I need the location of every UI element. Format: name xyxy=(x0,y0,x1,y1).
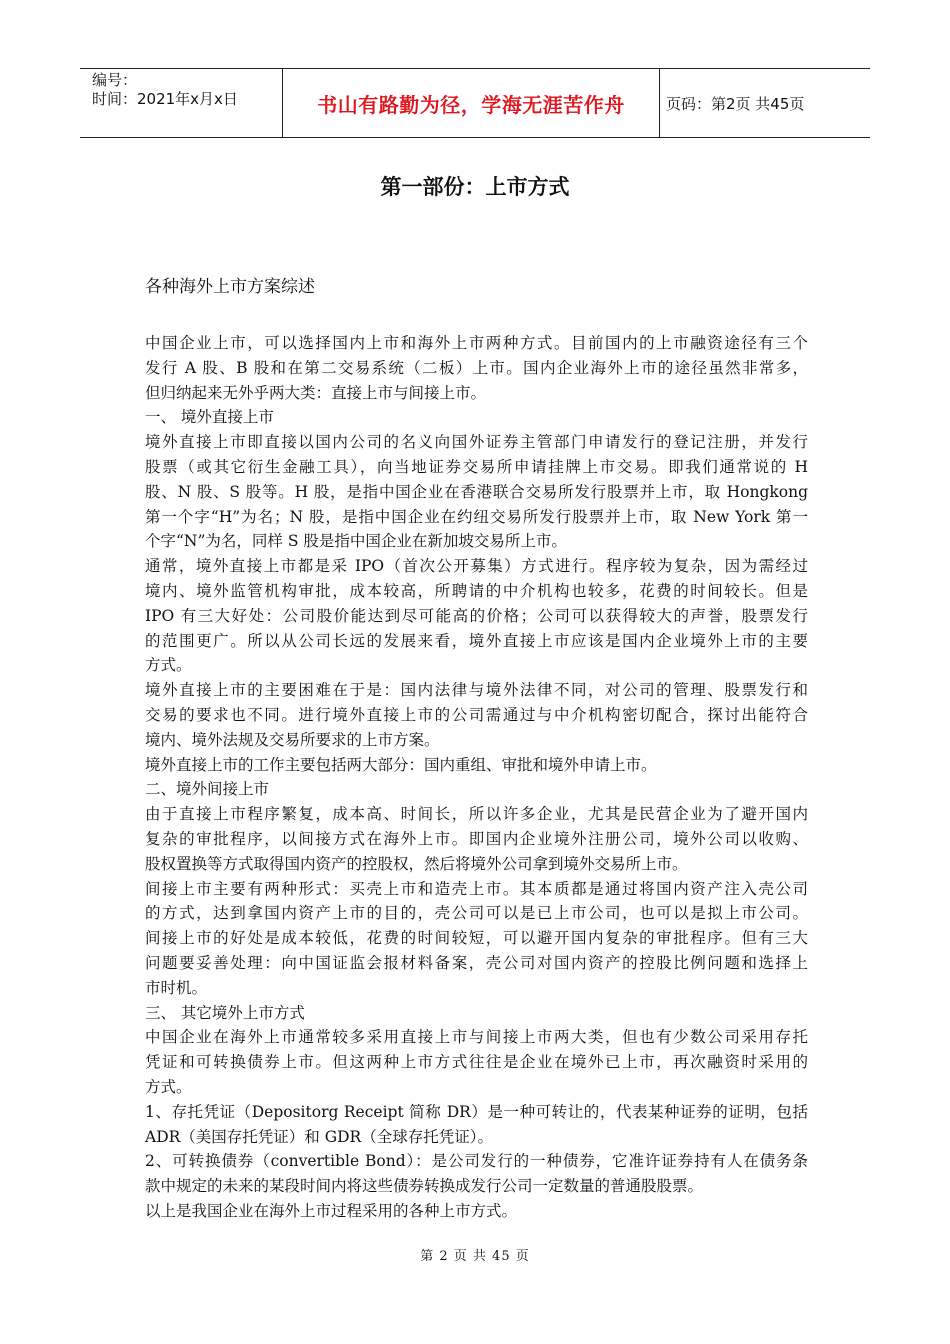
body-text xyxy=(145,331,808,1224)
text-line: 中国企业上市，可以选择国内上市和海外上市两种方式。目前国内的上市融资途径有三个 xyxy=(145,334,808,352)
text-line: 由于直接上市程序繁复，成本高、时间长，所以许多企业，尤其是民营企业为了避开国内 xyxy=(145,805,808,824)
heading-line: 一、 境外直接上市 xyxy=(145,408,274,427)
text-line: 方式。 xyxy=(145,656,192,675)
text-line: 复杂的审批程序，以间接方式在海外上市。即国内企业境外注册公司，境外公司以收购、 xyxy=(145,829,808,848)
number-label: 编号： xyxy=(92,71,138,89)
heading-line: 三、 其它境外上市方式 xyxy=(145,1003,305,1022)
header-table xyxy=(80,68,870,138)
text-line: 间接上市的好处是成本较低，花费的时间较短，可以避开国内复杂的审批程序。但有三大 xyxy=(145,929,808,948)
text-line: ADR（美国存托凭证）和 GDR（全球存托凭证）。 xyxy=(145,1127,493,1146)
text-line: 股、N 股、S 股等。H 股，是指中国企业在香港联合交易所发行股票并上市，取 Hongkong xyxy=(145,482,808,501)
text-line: 通常，境外直接上市都是采 IPO（首次公开募集）方式进行。程序较为复杂，因为需经过 xyxy=(145,557,808,576)
text-line: 境内、境外法规及交易所要求的上市方案。 xyxy=(145,730,440,749)
text-line: 以上是我国企业在海外上市过程采用的各种上市方式。 xyxy=(145,1201,518,1220)
page-footer: 第 2 页 共 45 页 xyxy=(420,1249,530,1264)
header-page-cell xyxy=(660,69,870,137)
text-line: 境内、境外监管机构审批，成本较高，所聘请的中介机构也较多，花费的时间较长。但是 xyxy=(145,581,808,600)
page-info: 页码：第2页 共45页 xyxy=(666,94,805,113)
section-subtitle: 各种海外上市方案综述 xyxy=(145,277,315,297)
text-line: 问题要妥善处理：向中国证监会报材料备案，壳公司对国内资产的控股比例问题和选择上 xyxy=(145,953,808,972)
text-line: 市时机。 xyxy=(145,978,208,997)
text-line: 方式。 xyxy=(145,1077,192,1096)
header-motto-cell xyxy=(283,69,660,137)
text-line: 股权置换等方式取得国内资产的控股权，然后将境外公司拿到境外交易所上市。 xyxy=(145,854,688,873)
text-line: 的方式，达到拿国内资产上市的目的，壳公司可以是已上市公司，也可以是拟上市公司。 xyxy=(145,904,808,923)
text-line: 中国企业在海外上市通常较多采用直接上市与间接上市两大类，但也有少数公司采用存托 xyxy=(145,1028,808,1047)
text-line: 但归纳起来无外乎两大类：直接上市与间接上市。 xyxy=(145,383,487,402)
heading-line: 二、境外间接上市 xyxy=(145,780,270,799)
text-line: 发行 A 股、B 股和在第二交易系统（二板）上市。国内企业海外上市的途径虽然非常多， xyxy=(145,358,808,377)
text-line: 境外直接上市即直接以国内公司的名义向国外证券主管部门申请发行的登记注册，并发行 xyxy=(145,433,808,452)
page-title: 第一部份：上市方式 xyxy=(380,175,570,199)
text-line: IPO 有三大好处：公司股价能达到尽可能高的价格；公司可以获得较大的声誉，股票发行 xyxy=(145,606,808,625)
text-line: 1、存托凭证（Depositorg Receipt 简称 DR）是一种可转让的，代表某种证券的证明，包括 xyxy=(145,1102,808,1121)
text-line: 的范围更广。所以从公司长远的发展来看，境外直接上市应该是国内企业境外上市的主要 xyxy=(145,631,808,650)
text-line: 个字“N”为名，同样 S 股是指中国企业在新加坡交易所上市。 xyxy=(145,532,567,551)
header-left-cell xyxy=(80,69,283,137)
text-line: 间接上市主要有两种形式：买壳上市和造壳上市。其本质都是通过将国内资产注入壳公司 xyxy=(145,879,808,898)
text-line: 交易的要求也不同。进行境外直接上市的公司需通过与中介机构密切配合，探讨出能符合 xyxy=(145,705,808,724)
text-line: 境外直接上市的工作主要包括两大部分：国内重组、审批和境外申请上市。 xyxy=(145,755,657,774)
text-line: 股票（或其它衍生金融工具），向当地证券交易所申请挂牌上市交易。即我们通常说的 H xyxy=(145,457,808,476)
text-line: 第一个字“H”为名；N 股，是指中国企业在约纽交易所发行股票并上市，取 New York 第一 xyxy=(145,507,808,526)
text-line: 凭证和可转换债券上市。但这两种上市方式往往是企业在境外已上市，再次融资时采用的 xyxy=(145,1053,808,1072)
motto-text: 书山有路勤为径，学海无涯苦作舟 xyxy=(317,92,625,117)
text-line: 款中规定的未来的某段时间内将这些债券转换成发行公司一定数量的普通股股票。 xyxy=(145,1177,704,1196)
date-label: 时间：2021年x月x日 xyxy=(92,90,238,108)
text-line: 2、可转换债券（convertible Bond）：是公司发行的一种债券，它准许证券持有人在债务条 xyxy=(145,1152,808,1171)
text-line: 境外直接上市的主要困难在于是：国内法律与境外法律不同，对公司的管理、股票发行和 xyxy=(145,681,808,700)
